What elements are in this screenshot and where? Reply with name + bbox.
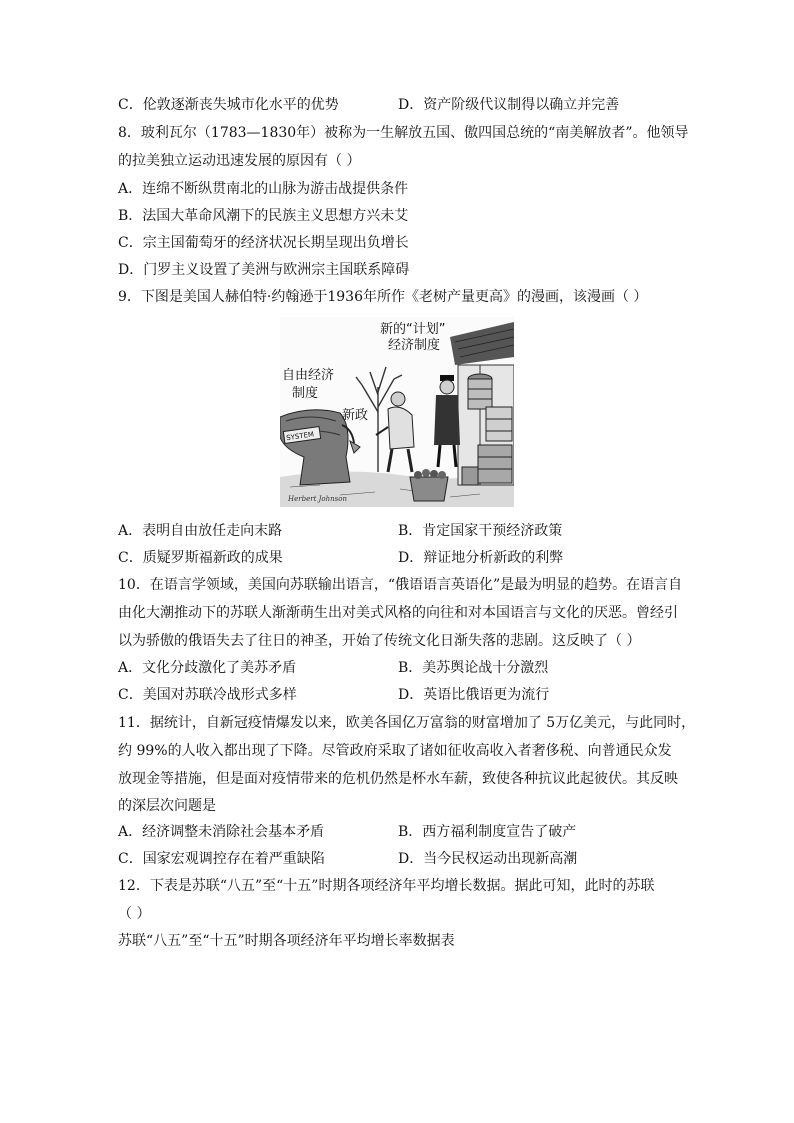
q10-option-a: A．文化分歧激化了美苏矛盾 [118,660,297,676]
q11-option-d: D．当今民权运动出现新高潮 [398,851,578,867]
q10-option-b: B．美苏舆论战十分激烈 [398,660,549,676]
q8-option-d: D．门罗主义设置了美洲与欧洲宗主国联系障碍 [118,262,410,278]
fruit-basket-drawing [410,469,448,501]
q11-stem-line1: 11．据统计，自新冠疫情爆发以来，欧美各国亿万富翁的财富增加了 5万亿美元，与此同时， [118,715,696,731]
cartoon-signature: Herbert Johnson [288,495,347,503]
q9-options-cd [118,549,564,567]
q10-option-c: C．美国对苏联冷战形式多样 [118,687,297,703]
q10-stem-line3: 以为骄傲的俄语失去了往日的神圣，开始了传统文化日渐失落的悲剧。这反映了（ ） [118,633,641,649]
label-new-plan-line1: 新的“计划” [380,322,446,337]
q8-stem-line2: 的拉美独立运动迅速发展的原因有（ ） [118,153,361,169]
label-free-economy-line2: 制度 [292,386,319,401]
q9-option-a: A．表明自由放任走向末路 [118,523,283,539]
label-new-plan-line2: 经济制度 [388,338,441,353]
q12-stem-line1: 12．下表是苏联“八五”至“十五”时期各项经济年平均增长数据。据此可知，此时的苏联 [118,878,655,894]
q9-option-d: D．辩证地分析新政的利弊 [398,550,564,566]
q10-options-cd [118,686,550,704]
q10-option-d: D．英语比俄语更为流行 [398,687,550,703]
stump-sign-text: SYSTEM [285,430,315,443]
q11-option-b: B．西方福利制度宣告了破产 [398,824,577,840]
q7-option-d: D．资产阶级代议制得以确立并完善 [398,97,620,113]
q9-option-c: C．质疑罗斯福新政的成果 [118,550,283,566]
q9-options-ab [118,522,563,540]
q8-option-a: A．连绵不断纵贯南北的山脉为游击战提供条件 [118,181,409,197]
q11-option-a: A．经济调整未消除社会基本矛盾 [118,824,325,840]
q11-stem-line2: 约 99%的人收入都出现了下降。尽管政府采取了诸如征收高收入者奢侈税、向普通民众发 [118,743,672,759]
label-new-deal: 新政 [342,408,369,423]
q8-stem-line1: 8．玻利瓦尔（1783—1830年）被称为一生解放五国、傲四国总统的“南美解放者”。他领导 [118,125,689,141]
q12-table-title: 苏联“八五”至“十五”时期各项经济年平均增长率数据表 [118,933,455,949]
q11-options-cd [118,850,578,868]
q11-stem-line3: 放现金等措施，但是面对疫情带来的危机仍然是杯水车薪，致使各种抗议此起彼伏。其反映 [118,771,678,787]
q11-stem-line4: 的深层次问题是 [118,798,216,814]
q10-stem-line1: 10．在语言学领域，美国向苏联输出语言，“俄语语言英语化”是最为明显的趋势。在语言自 [118,577,683,593]
q9-stem: 9．下图是美国人赫伯特·约翰逊于1936年所作《老树产量更高》的漫画，该漫画（ ） [118,289,648,305]
label-free-economy-line1: 自由经济 [282,368,335,383]
q11-option-c: C．国家宏观调控存在着严重缺陷 [118,851,325,867]
q12-stem-line2: （ ） [118,906,151,922]
q8-option-b: B．法国大革命风潮下的民族主义思想方兴未艾 [118,208,409,224]
q10-stem-line2: 由化大潮推动下的苏联人渐渐萌生出对美式风格的向往和对本国语言与文化的厌恶。曾经引 [118,605,678,621]
q8-option-c: C．宗主国葡萄牙的经济状况长期呈现出负增长 [118,235,409,251]
q9-option-b: B．肯定国家干预经济政策 [398,523,563,539]
q7-options-cd [118,96,620,114]
q7-option-c: C．伦敦逐渐丧失城市化水平的优势 [118,97,339,113]
q10-options-ab [118,659,549,677]
cartoon-image [280,317,514,507]
q11-options-ab [118,823,577,841]
